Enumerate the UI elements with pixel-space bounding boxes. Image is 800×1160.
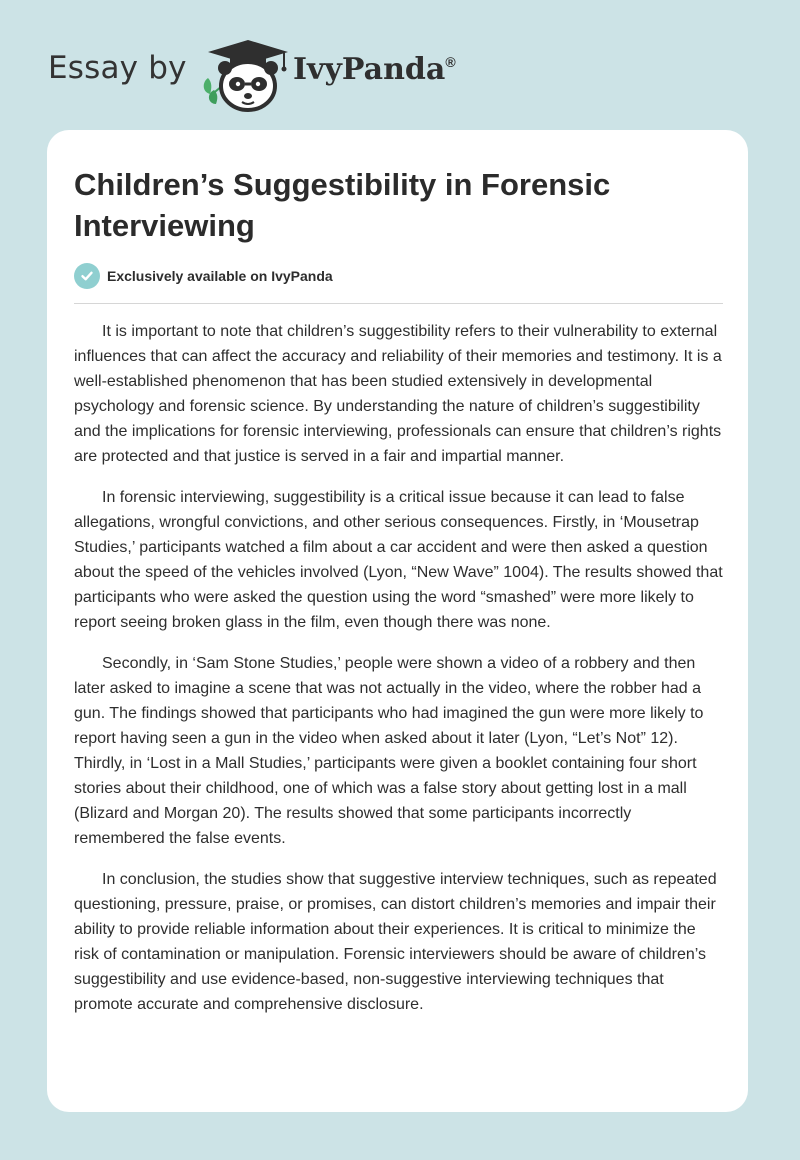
- brand-name[interactable]: [293, 52, 456, 87]
- paragraph-2: In forensic interviewing, suggestibility is a critical issue because it can lead to false allegations, wrongful convictions, and other serious consequences. Firstly, in ‘Mousetrap Studies,’ participants watched a film about a car accident and were then asked a question about the speed of the vehicles involved (Lyon, “New Wave” 1004). The results showed that participants who were asked the question using the word “smashed” were more likely to report seeing broken glass in the film, even though there was none.: [74, 489, 723, 631]
- checkmark-icon: [74, 263, 100, 289]
- site-header: [0, 0, 800, 130]
- essay-body: [74, 319, 724, 1033]
- paragraph-4: In conclusion, the studies show that suggestive interview techniques, such as repeated questioning, pressure, praise, or promises, can distort children’s memories and impair their ability to provide reliable information about their experiences. It is critical to minimize the risk of contamination or manipulation. Forensic interviewers should be aware of children’s suggestibility and use evidence-based, non-suggestive interviewing techniques that promote accurate and comprehensive disclosure.: [74, 871, 717, 1013]
- divider: [74, 303, 723, 304]
- panda-logo-icon[interactable]: [200, 34, 295, 114]
- exclusive-badge: [74, 263, 333, 289]
- exclusive-badge-label: Exclusively available on IvyPanda: [107, 268, 333, 284]
- paragraph-1: It is important to note that children’s suggestibility refers to their vulnerability to external influences that can affect the accuracy and reliability of their memories and testimony. It is a well-established phenomenon that has been studied extensively in developmental psychology and forensic science. By understanding the nature of children’s suggestibility and the implications for forensic interviewing, professionals can ensure that children’s rights are protected and that justice is served in a fair and impartial manner.: [74, 323, 722, 465]
- essay-card: [47, 130, 748, 1112]
- brand-name-text: IvyPanda: [293, 52, 446, 87]
- registered-mark: ®: [445, 54, 456, 70]
- essay-by-label: Essay by: [48, 50, 187, 86]
- paragraph-3: Secondly, in ‘Sam Stone Studies,’ people were shown a video of a robbery and then later asked to imagine a scene that was not actually in the video, where the robber had a gun. The findings showed that participants who had imagined the gun were more likely to report having seen a gun in the video when asked about it later (Lyon, “Let’s Not” 12). Thirdly, in ‘Lost in a Mall Studies,’ participants were given a booklet containing four short stories about their childhood, one of which was a false story about getting lost in a mall (Blizard and Morgan 20). The results showed that some participants incorrectly remembered the false events.: [74, 655, 704, 847]
- essay-title: Children’s Suggestibility in Forensic Interviewing: [74, 167, 611, 243]
